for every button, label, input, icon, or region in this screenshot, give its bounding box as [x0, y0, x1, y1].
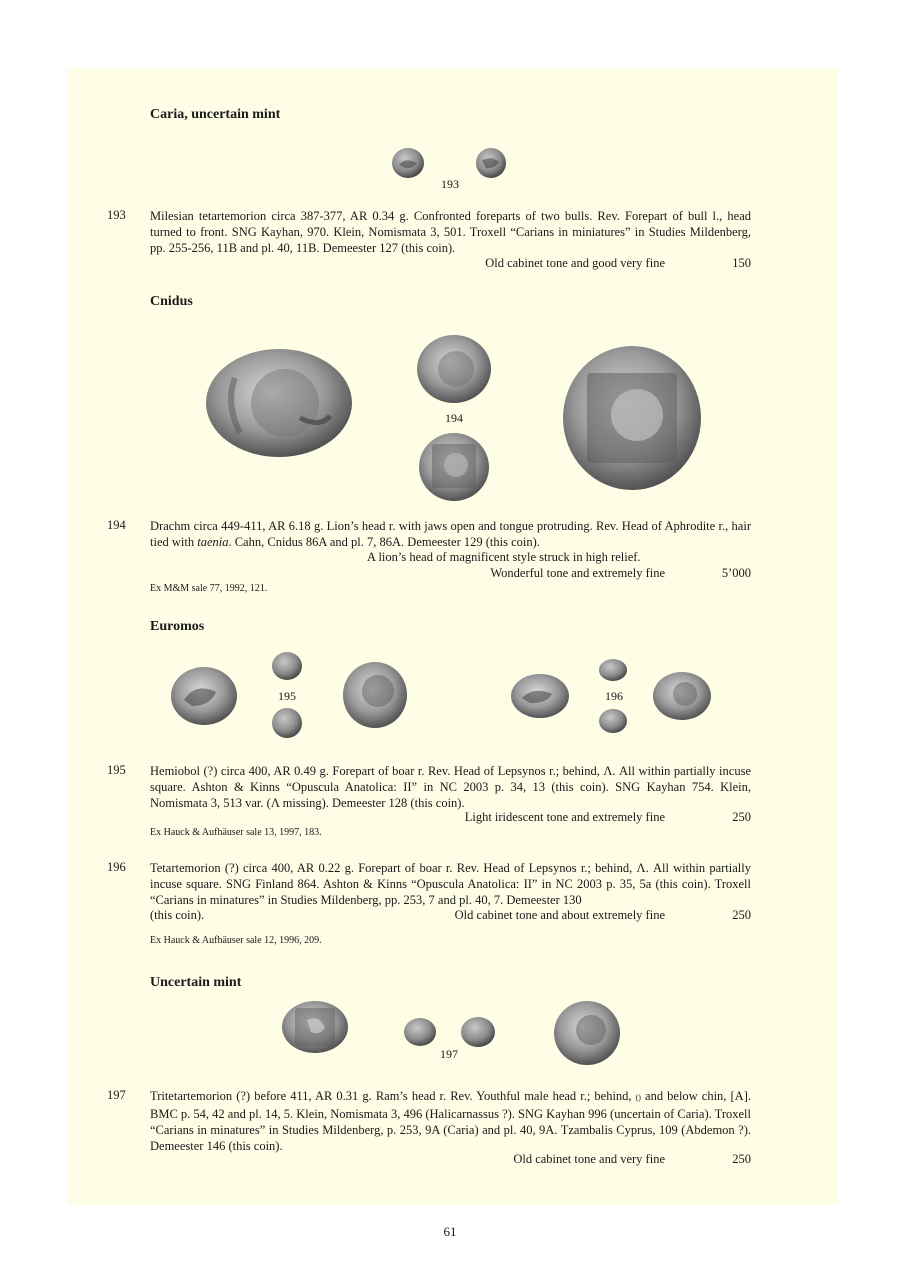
lot-number-195: 195: [107, 763, 126, 777]
lot-description-194-part1: Drachm circa 449-411, AR 6.18 g. Lion’s head r. with jaws open and tongue protruding. Rev. Head of Aphrodite r., hair tied with: [150, 519, 751, 549]
coin-197-obverse: [403, 1017, 437, 1047]
lot-description-197-symbol: (): [635, 1093, 641, 1102]
lot-number-193: 193: [107, 208, 126, 222]
plate-label-195: 195: [278, 689, 296, 703]
section-title-euromos: Euromos: [150, 619, 205, 634]
lot-condition-193: Old cabinet tone and good very fine: [485, 256, 665, 270]
coin-194-obverse-enlarged: [205, 348, 353, 458]
coin-197-reverse: [460, 1016, 496, 1048]
section-title-cnidus: Cnidus: [150, 294, 193, 309]
lot-description-195: Hemiobol (?) circa 400, AR 0.49 g. Forepart of boar r. Rev. Head of Lepsynos r.; behind, Λ. All within partially incuse square. Ashton & Kinns “Opuscula Anatolica: II” in NC 2003 p. 34, 13 (this coin). SNG Kayhan 754. Klein, Nomismata 3, 513 var. (Λ missing). Demeester 128 (this coin).: [150, 764, 751, 810]
lot-number-194: 194: [107, 518, 126, 532]
lot-description-196-end: (this coin).: [150, 908, 205, 922]
coin-195-reverse-enlarged: [342, 661, 408, 729]
plate-label-197: 197: [440, 1047, 458, 1061]
plate-label-194: 194: [445, 411, 463, 425]
lot-price-196: 250: [732, 908, 751, 922]
lot-condition-194: Wonderful tone and extremely fine: [490, 566, 665, 580]
lot-remark-194: A lion’s head of magnificent style struck in high relief.: [367, 550, 641, 564]
lot-description-194: [150, 518, 751, 550]
coin-196-reverse-enlarged: [652, 671, 712, 721]
coin-196-reverse: [598, 708, 628, 734]
lot-price-194: 5’000: [721, 566, 751, 580]
lot-description-194-italic: taenia: [197, 535, 229, 549]
lot-condition-195: Light iridescent tone and extremely fine: [464, 810, 665, 824]
coin-193-obverse: [391, 147, 425, 179]
lot-description-197-part2: and below chin, [A]. BMC p. 54, 42 and pl. 14, 5. Klein, Nomismata 3, 496 (Halicarnassus ?). SNG Kayhan 996 (uncertain of Caria). Troxell “Carians in minatures” in Studies Mildenberg, p. 253, 9A (Caria) and pl. 40, 9A. Tzambalis Cyprus, 109 (Abdemon ?). Demeester 146 (this coin).: [150, 1089, 751, 1153]
lot-provenance-195: Ex Hauck & Aufhäuser sale 13, 1997, 183.: [150, 827, 322, 838]
lot-price-193: 150: [732, 256, 751, 270]
coin-193-reverse: [475, 147, 507, 179]
section-title-caria: Caria, uncertain mint: [150, 107, 281, 122]
lot-condition-196: Old cabinet tone and about extremely fine: [454, 908, 665, 922]
plate-label-193: 193: [441, 177, 459, 191]
lot-price-195: 250: [732, 810, 751, 824]
coin-194-reverse-enlarged: [562, 345, 702, 491]
lot-number-196: 196: [107, 860, 126, 874]
coin-195-obverse: [271, 651, 303, 681]
section-title-uncertain-mint: Uncertain mint: [150, 975, 242, 990]
coin-197-reverse-enlarged: [553, 1000, 621, 1066]
lot-condition-197: Old cabinet tone and very fine: [513, 1152, 665, 1166]
coin-196-obverse-enlarged: [510, 673, 570, 719]
coin-194-obverse: [416, 334, 492, 404]
lot-provenance-194: Ex M&M sale 77, 1992, 121.: [150, 583, 268, 594]
lot-number-197: 197: [107, 1088, 126, 1102]
page-number: 61: [443, 1224, 457, 1239]
coin-195-obverse-enlarged: [170, 666, 238, 726]
lot-description-194-part2: . Cahn, Cnidus 86A and pl. 7, 86A. Demeester 129 (this coin).: [228, 535, 540, 549]
plate-label-196: 196: [605, 689, 623, 703]
coin-196-obverse: [598, 658, 628, 682]
lot-provenance-196: Ex Hauck & Aufhäuser sale 12, 1996, 209.: [150, 935, 322, 946]
coin-194-reverse: [418, 432, 490, 502]
lot-description-196: Tetartemorion (?) circa 400, AR 0.22 g. Forepart of boar r. Rev. Head of Lepsynos r.; behind, Λ. All within partially incuse square. SNG Finland 864. Ashton & Kinns “Opuscula Anatolica: II” in NC 2003 p. 35, 5a (this coin). Troxell “Carians in minatures” in Studies Mildenberg, pp. 253, 7 and pl. 40, 7. Demeester 130: [150, 861, 751, 907]
coin-197-obverse-enlarged: [281, 1000, 349, 1054]
coin-195-reverse: [271, 707, 303, 739]
lot-description-197: [150, 1088, 751, 1154]
lot-description-197-part1: Tritetartemorion (?) before 411, AR 0.31 g. Ram’s head r. Rev. Youthful male head r.; behind,: [150, 1089, 636, 1103]
lot-description-193: Milesian tetartemorion circa 387-377, AR 0.34 g. Confronted foreparts of two bulls. Rev. Forepart of bull l., head turned to front. SNG Kayhan, 970. Klein, Nomismata 3, 501. Troxell “Carians in miniatures” in Studies Mildenberg, pp. 255-256, 11B and pl. 40, 11B. Demeester 127 (this coin).: [150, 209, 751, 255]
lot-price-197: 250: [732, 1152, 751, 1166]
